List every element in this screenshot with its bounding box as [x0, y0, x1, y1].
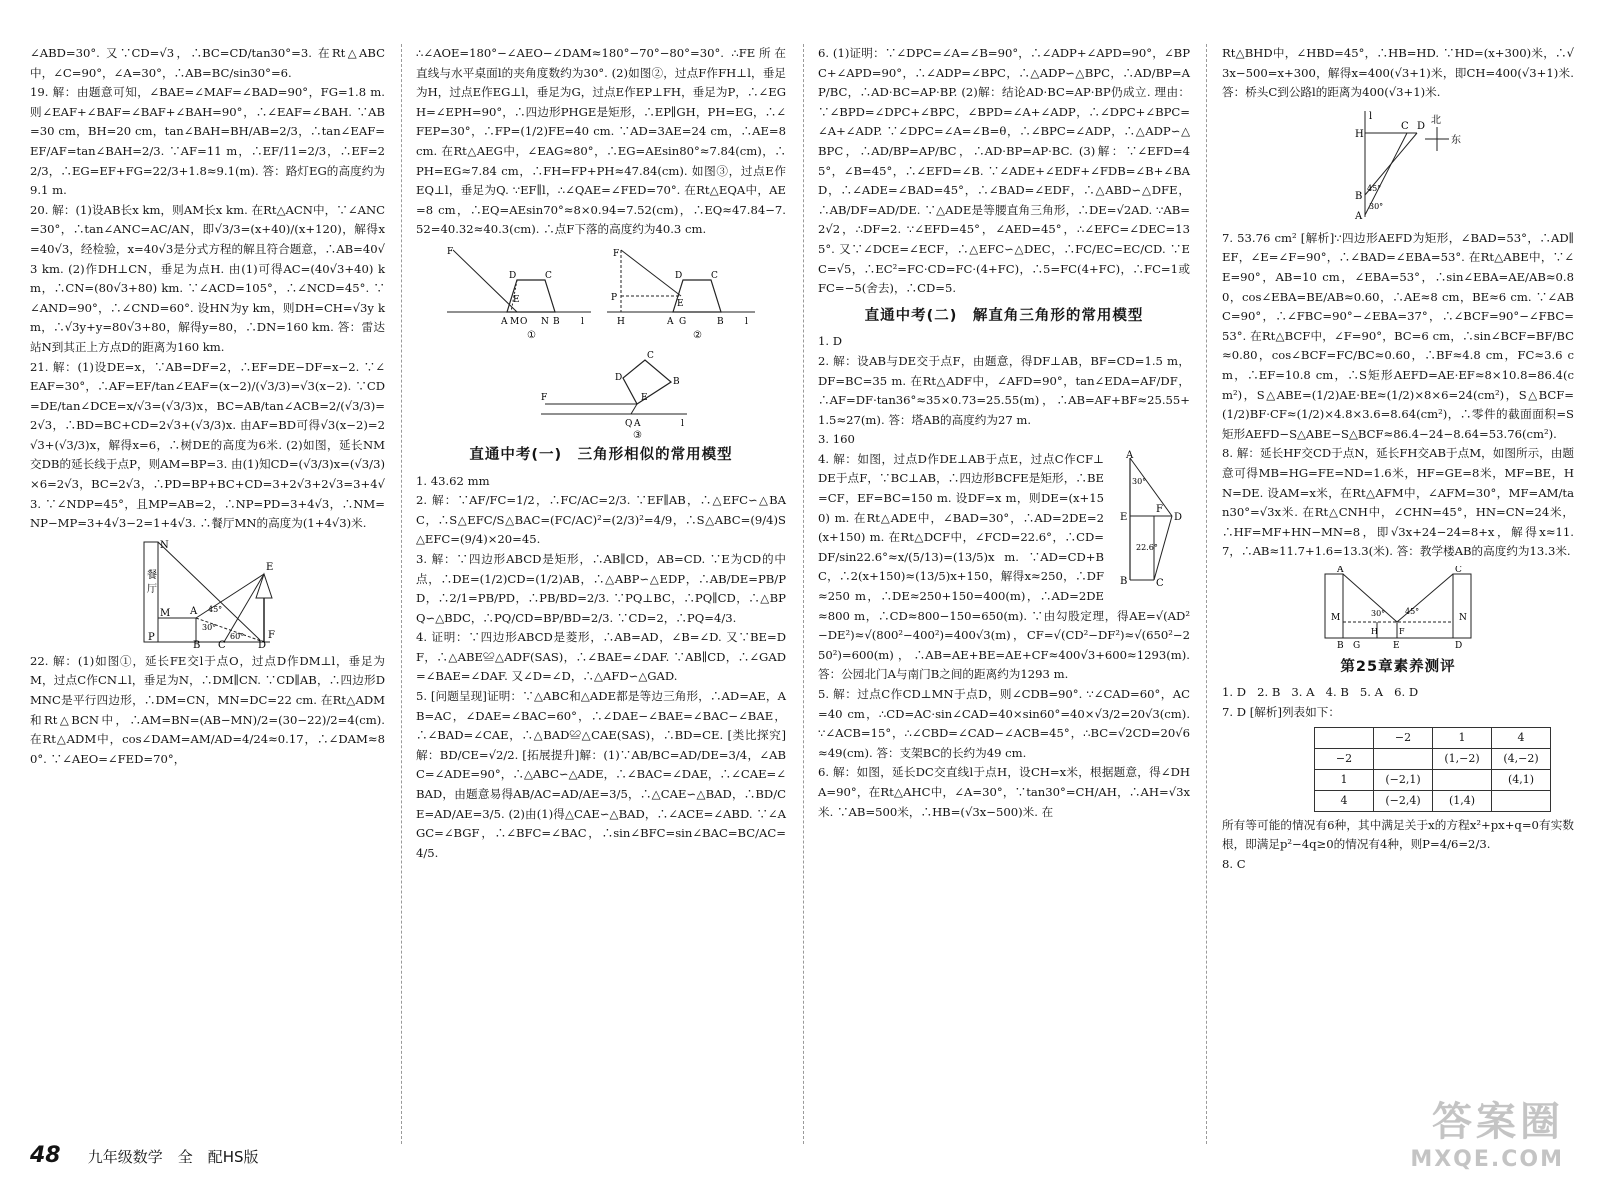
column-3	[818, 44, 1194, 822]
table-head-cell: 4	[1492, 727, 1551, 748]
svg-text:A: A	[1355, 210, 1363, 222]
svg-text:D: D	[675, 270, 683, 281]
column-divider	[401, 44, 402, 1144]
svg-text:H: H	[617, 316, 625, 327]
answer-3: 3. 解：∵四边形ABCD是矩形，∴AB∥CD，AB=CD. ∵E为CD的中点，∴DE=(1/2)CD=(1/2)AB，∴△ABP∽△EDP，∴AB/DE=PB/PD，∴2/1=PB/PD，∴PB/BD=2/3. ∵PQ⊥BC，∴PQ∥CD，∴△BPQ∽△BDC，∴PQ/CD=BP/BD=2/3. ∵CD=2，∴PQ=4/3.	[416, 551, 786, 625]
table-row	[1315, 769, 1551, 790]
section-title-similar-triangles: 直通中考(一) 三角形相似的常用模型	[469, 446, 733, 463]
svg-text:F: F	[541, 392, 548, 403]
column-4	[1222, 44, 1578, 874]
table-cell	[1433, 769, 1492, 790]
table-cell: (1,−2)	[1433, 748, 1492, 769]
page-footer	[30, 1143, 259, 1168]
svg-text:C: C	[217, 639, 226, 648]
svg-text:厅: 厅	[146, 583, 157, 595]
answer-6: 6. 解：如图，延长DC交直线l于点H，设CH=x米，根据题意，得∠DHA=90°，在Rt△AHC中，∠A=30°，∵tan30°=CH/AH，∴AH=√3x米. ∵AB=500米，∴HB=(√3x−500)米. 在	[818, 765, 1190, 819]
svg-text:餐: 餐	[146, 569, 157, 581]
svg-text:E: E	[677, 298, 684, 309]
table-cell: 1	[1315, 769, 1374, 790]
answer-18-end: ∠ABD=30°. 又∵CD=√3，∴BC=CD/tan30°=3. 在Rt△ABC中，∠C=90°，∠A=30°，∴AB=BC/sin30°=6.	[30, 46, 385, 80]
svg-text:B: B	[717, 316, 724, 327]
table-row	[1315, 727, 1551, 748]
answer-22: 22. 解：(1)如图①，延长FE交l于点O，过点D作DM⊥l，垂足为M，过点C作CN⊥l，垂足为N，∴DM∥CN. ∵CD∥AB，∴四边形DMNC是平行四边形，∴DM=CN，MN=DC=22 cm. 在Rt△ADM和Rt△BCN中，∴AM=BN=(AB−MN)/2=(30−22)/2=4(cm). 在Rt△ADM中，cos∠DAM=AM/AD=4/24≈0.17，∴∠DAM≈80°. ∵∠AEO=∠FED=70°，	[30, 653, 389, 766]
svg-text:Q: Q	[625, 418, 633, 429]
answer-22-cont: ∴∠AOE=180°−∠AEO−∠DAM≈180°−70°−80°=30°. ∴FE所在直线与水平桌面l的夹角度数约为30°. (2)如图②，过点F作FH⊥l，垂足为H，过点E作EG⊥l，垂足为G，过点E作EP⊥FH，垂足为P，∴∠EGH=∠EPH=90°，∴四边形PHGE是矩形，∴EP∥GH，PH=EG，∴∠FEP=30°，∴FP=(1/2)FE=40 cm. ∵AD=3AE=24 cm，∴AE=8 cm. 在Rt△AEG中，∠EAG≈80°，∴EG=AEsin80°≈7.84(cm)，∴PH=EG≈7.84 cm，∴FH=FP+PH≈47.84(cm). 如图③，过点E作EQ⊥l，垂足为Q. ∵EF∥l，∴∠QAE=∠FED=70°. 在Rt△EQA中，AE=8 cm，∴EQ=AEsin70°≈8×0.94=7.52(cm)，∴EQ≈47.84−7.52=40.32≈40.3(cm). ∴点F下落的高度约为40.3 cm.	[416, 46, 790, 237]
svg-text:N: N	[1459, 612, 1467, 623]
answer-8: 8. C	[1222, 856, 1246, 871]
watermark-logo-text: 答案圈	[1432, 1099, 1564, 1145]
table-cell: (1,4)	[1433, 790, 1492, 811]
svg-text:F: F	[613, 248, 620, 259]
answers-1-6: 1. D 2. B 3. A 4. B 5. A 6. D	[1222, 685, 1419, 700]
table-cell: 4	[1315, 790, 1374, 811]
svg-text:N: N	[541, 316, 549, 327]
svg-text:F: F	[267, 629, 275, 641]
svg-text:30°: 30°	[1132, 476, 1147, 486]
table-cell: (4,1)	[1492, 769, 1551, 790]
answer-6: 6. (1)证明：∵∠DPC=∠A=∠B=90°，∴∠ADP+∠APD=90°，∠BPC+∠APD=90°，∴∠ADP=∠BPC，∴△ADP∽△BPC，∴AD/BP=AP/BC，∴AD·BC=AP·BP. (2)解：结论AD·BC=AP·BP仍成立. 理由：∵∠BPD=∠DPC+∠BPC，∠BPD=∠A+∠ADP，∴∠DPC+∠BPC=∠A+∠ADP. ∵∠DPC=∠A=∠B=θ，∴∠BPC=∠ADP，∴△ADP∽△BPC，∴AD/BP=AP/BC，∴AD·BP=AP·BC. (3)解：∵∠EFD=45°，∠B=45°，∴∠EFD=∠B. ∵∠ADE+∠EDF+∠FDB=∠B+∠BAD，∴∠ADE=∠BAD=45°，∴∠BAD=∠EDF，∴△ABD∽△DFE，∴AB/DF=AD/DE. ∵△ADE是等腰直角三角形，∴DE=√2AD. ∵AB=2√2，∴DF=2. ∵∠EFD=45°，∠AED=45°，∴∠EFC=∠DEC=135°. 又∵∠DCE=∠ECF，∴△EFC∽△DEC，∴FC/EC=EC/CD. ∵EC=√5，∴EC²=FC·CD=FC·(4+FC)，∴5=FC(4+FC)，∴FC=1或FC=−5(舍去)，∴CD=5.	[818, 46, 1190, 296]
answer-7: 7. D [解析]列表如下：	[1222, 705, 1340, 720]
svg-text:D: D	[1455, 640, 1463, 650]
svg-text:D: D	[615, 372, 623, 383]
watermark-url: MXQE.COM	[1410, 1147, 1564, 1172]
svg-text:A: A	[634, 418, 641, 429]
figure-q22-desk-lamp	[441, 244, 761, 438]
svg-text:M: M	[510, 316, 520, 327]
svg-text:30°: 30°	[1369, 201, 1384, 211]
answer-5: 5. 解：过点C作CD⊥MN于点D，则∠CDB=90°. ∵∠CAD=60°，AC=40 cm，∴CD=AC·sin∠CAD=40×sin60°=40×√3/2=20√3(cm). ∵∠ACB=15°，∴∠CBD=∠CAD−∠ACB=45°，∴BC=√2CD=20√6≈49(cm). 答：支架BC的长约为49 cm.	[818, 687, 1194, 760]
answer-2: 2. 解：∵AF/FC=1/2，∴FC/AC=2/3. ∵EF∥AB，∴△EFC∽△BAC，∴S△EFC/S△BAC=(FC/AC)²=(2/3)²=4/9，∴S△ABC=(9/4)S△EFC=(9/4)×20=45.	[416, 493, 786, 547]
svg-text:P: P	[147, 631, 155, 643]
answer-8: 8. 解：延长HF交CD于点N，延长FH交AB于点M，如图所示，由题意可得MB=HG=FE=ND=1.6米，HF=GE=8米，MF=BE，HN=DE. 设AM=x米，在Rt△AFM中，∠AFM=30°，MF=AM/tan30°=√3x米. 在Rt△CNH中，∠CHN=45°，HN=CN=24米，∴HF=MF+HN−MN=8，即√3x+24−24=8+x，解得x≈11.7，∴AB≈11.7+1.6=13.3(米). 答：教学楼AB的高度约为13.3米.	[1222, 446, 1574, 559]
table-row	[1315, 748, 1551, 769]
answer-4: 4. 证明：∵四边形ABCD是菱形，∴AB=AD，∠B=∠D. 又∵BE=DF，∴△ABE≌△ADF(SAS)，∴∠BAE=∠DAF. ∵AB∥CD，∴∠GAD=∠BAE=∠DAF. 又∠D=∠D，∴△AFD∽△GAD.	[416, 630, 786, 684]
svg-text:E: E	[513, 294, 520, 305]
table-cell: (−2,4)	[1374, 790, 1433, 811]
svg-text:l: l	[581, 316, 584, 327]
svg-text:45°: 45°	[1405, 606, 1420, 616]
table-cell	[1374, 748, 1433, 769]
answer-2: 2. 解：设AB与DE交于点F，由题意，得DF⊥AB，BF=CD=1.5 m，DF=BC=35 m. 在Rt△ADF中，∠AFD=90°，tan∠EDA=AF/DF，∴AF=DF·tan36°≈35×0.73=25.55(m)，∴AB=AF+BF≈25.55+1.5≈27(m). 答：塔AB的高度约为27 m.	[818, 353, 1190, 427]
svg-text:E: E	[265, 561, 273, 573]
svg-text:北: 北	[1431, 114, 1441, 126]
svg-text:③: ③	[633, 429, 642, 438]
svg-text:30°: 30°	[201, 622, 216, 632]
svg-text:F: F	[447, 246, 454, 257]
svg-text:B: B	[673, 376, 680, 387]
svg-text:F: F	[1399, 626, 1405, 636]
answer-7-cont: 所有等可能的情况有6种，其中满足关于x的方程x²+px+q=0有实数根，即满足p²−4q≥0的情况有4种，则P=4/6=2/3.	[1222, 817, 1574, 852]
svg-text:M: M	[159, 607, 170, 619]
svg-text:D: D	[257, 639, 266, 648]
svg-text:①: ①	[527, 329, 536, 341]
svg-text:N: N	[159, 539, 169, 551]
svg-text:P: P	[611, 292, 618, 303]
answer-3: 3. 160	[818, 432, 855, 447]
svg-text:E: E	[1120, 511, 1128, 523]
column-2	[416, 44, 790, 863]
table-head-cell	[1315, 727, 1374, 748]
section-title-chapter-25-test: 第25章素养测评	[1340, 658, 1456, 675]
svg-text:G: G	[679, 316, 687, 327]
svg-text:②: ②	[693, 329, 702, 341]
answer-5: 5. [问题呈现]证明：∵△ABC和△ADE都是等边三角形，∴AD=AE，AB=AC，∠DAE=∠BAC=60°，∴∠DAE−∠BAE=∠BAC−∠BAE，∴∠BAD=∠CAE，∴△BAD≌△CAE(SAS)，∴BD=CE. [类比探究]解：BD/CE=√2/2. [拓展提升]解：(1)∵AB/BC=AD/DE=3/4，∠ABC=∠ADE=90°，∴△ABC∽△ADE，∴∠BAC=∠DAE，∴∠CAE=∠BAD，由题意易得AB/AC=AD/AE=3/5，∴△CAE∽△BAD，∴BD/CE=AD/AE=3/5. (2)由(1)得△CAE∽△BAD，∴∠ACE=∠ABD. ∵∠AGC=∠BGF，∴∠BFC=∠BAC，∴sin∠BFC=sin∠BAC=BC/AC=4/5.	[416, 689, 786, 860]
table-head-cell: 1	[1433, 727, 1492, 748]
book-edition: 九年级数学 全 配HS版	[87, 1148, 259, 1166]
answer-4: 4. 解：如图，过点D作DE⊥AB于点E，过点C作CF⊥DE于点F，∵BC⊥AB，∴四边形BCFE是矩形，∴BE=CF，EF=BC=150 m. 设DF=x m，则DE=(x+150) m. 在Rt△ADE中，∠BAD=30°，∴AD=2DE=2(x+150) m. 在Rt△DCF中，∠FCD=22.6°，∴CD=DF/sin22.6°≈x/(5/13)=(13/5)x m. ∵AD=CD+BC，∴2(x+150)≈(13/5)x+150，解得x≈250，∴DF≈250 m，∴DE≈250+150=400(m)，∴AD=2DE≈800 m，∴CD≈800−150=650(m). ∵由勾股定理，得AE=√(AD²−DE²)≈√(800²−400²)=400√3(m)，CF=√(CD²−DF²)≈√(650²−250²)=600(m)，∴AB=AE+BE=AE+CF≈400√3+600≈1293(m). 答：公园北门A与南门B之间的距离约为1293 m.	[818, 451, 1194, 682]
svg-text:C: C	[545, 270, 552, 281]
answer-21: 21. 解：(1)设DE=x，∵AB=DF=2，∴EF=DE−DF=x−2. ∵∠EAF=30°，∴AF=EF/tan∠EAF=(x−2)/(√3/3)=√3(x−2). ∵CD=DE/tan∠DCE=x/√3=(√3/3)x，BC=AB/tan∠ACB=2/(√3/3)=2√3，∴BD=BC+CD=2√3+(√3/3)x. 由AF=BD可得√3(x−2)=2√3+(√3/3)x，解得x=6，∴树DE的高度为6米. (2)如图，延长NM交DB的延长线于点P，则AM=BP=3. 由(1)知CD=(√3/3)x=(√3/3)×6=2√3，BC=2√3，∴PD=BP+BC+CD=3+2√3+2√3=3+4√3. ∵∠NDP=45°，且MP=AB=2，∴NP=PD=3+4√3，∴NM=NP−MP=3+4√3−2=1+4√3. ∴餐厅MN的高度为(1+4√3)米.	[30, 359, 385, 531]
table-cell: (−2,1)	[1374, 769, 1433, 790]
svg-text:C: C	[1401, 120, 1409, 132]
svg-text:B: B	[553, 316, 560, 327]
svg-text:H: H	[1371, 626, 1378, 636]
svg-text:O: O	[520, 316, 528, 327]
answer-1: 1. D	[818, 334, 843, 349]
figure-q21-restaurant	[138, 538, 278, 648]
svg-text:D: D	[1417, 120, 1426, 132]
svg-text:l: l	[1369, 110, 1373, 122]
svg-text:A: A	[189, 605, 197, 617]
svg-text:l: l	[745, 316, 748, 327]
svg-text:B: B	[192, 639, 200, 648]
answer-6-cont: Rt△BHD中，∠HBD=45°，∴HB=HD. ∵HD=(x+300)米，∴√3x−500=x+300，解得x=400(√3+1)米，即CH=400(√3+1)米. 答：桥头C到公路l的距离为400(√3+1)米.	[1222, 46, 1578, 100]
svg-text:45°: 45°	[1367, 183, 1382, 193]
table-head-cell: −2	[1374, 727, 1433, 748]
svg-text:30°: 30°	[1371, 608, 1386, 618]
svg-text:M: M	[1331, 612, 1341, 623]
svg-text:C: C	[1455, 565, 1462, 575]
section-title-right-triangles: 直通中考(二) 解直角三角形的常用模型	[864, 307, 1144, 324]
answer-20: 20. 解：(1)设AB长x km，则AM长x km. 在Rt△ACN中，∵∠ANC=30°，∴tan∠ANC=AC/AN，即√3/3=(x+40)/(x+120)，解得x=40√3，经检验，x=40√3是分式方程的解且符合题意，∴AB=40√3 km. (2)作DH⊥CN，垂足为点H. 由(1)可得AC=(40√3+40) km，∴CN=(80√3+80) km. ∵∠ACD=105°，∴∠NCD=45°. ∵∠AND=90°，∴∠CND=60°. 设HN为y km，则DH=CH=√3y km，∴√3y+y=80√3+80，解得y=80，∴DN=160 km. 答：雷达站N到其正上方点D的距离为160 km.	[30, 202, 385, 354]
answer-1: 1. 43.62 mm	[416, 473, 490, 488]
column-divider	[803, 44, 804, 1144]
svg-text:B: B	[1355, 190, 1363, 202]
figure-q6-bridge	[1323, 107, 1473, 225]
svg-text:A: A	[1337, 565, 1344, 575]
probability-table	[1314, 727, 1551, 812]
svg-text:A: A	[667, 316, 674, 327]
figure-q8-building	[1313, 566, 1483, 650]
svg-text:H: H	[1355, 128, 1364, 140]
svg-text:F: F	[1156, 503, 1163, 515]
svg-text:A: A	[501, 316, 508, 327]
table-cell: −2	[1315, 748, 1374, 769]
svg-text:东: 东	[1451, 134, 1461, 146]
watermark	[1410, 1090, 1564, 1172]
svg-text:B: B	[1337, 640, 1344, 650]
svg-text:45°: 45°	[207, 604, 222, 614]
svg-text:C: C	[1156, 577, 1164, 589]
svg-text:A: A	[1126, 449, 1134, 461]
svg-text:22.6°: 22.6°	[1136, 542, 1158, 552]
svg-text:E: E	[1393, 640, 1400, 650]
table-cell	[1492, 790, 1551, 811]
column-divider	[1206, 44, 1207, 1144]
column-1	[30, 44, 389, 769]
svg-text:E: E	[641, 392, 648, 403]
svg-text:C: C	[711, 270, 718, 281]
svg-text:D: D	[1174, 511, 1183, 523]
svg-text:60°: 60°	[229, 631, 244, 641]
svg-text:C: C	[647, 350, 654, 361]
table-cell: (4,−2)	[1492, 748, 1551, 769]
answer-19: 19. 解：由题意可知，∠BAE=∠MAF=∠BAD=90°，FG=1.8 m. 则∠EAF+∠BAF=∠BAF+∠BAH=90°，∴∠EAF=∠BAH. ∵AB=30 cm，BH=20 cm，tan∠BAH=BH/AB=2/3，∴tan∠EAF=EF/AF=tan∠BAH=2/3. ∵AF=11 m，∴EF/11=2/3，∴EF=22/3，∴EG=EF+FG=22/3+1.8≈9.1(m). 答：路灯EG的高度约为9.1 m.	[30, 85, 389, 198]
svg-text:G: G	[1353, 640, 1361, 650]
svg-text:B: B	[1120, 575, 1128, 587]
answer-7: 7. 53.76 cm² [解析]∵四边形AEFD为矩形，∠BAD=53°，∴AD∥EF，∠E=∠F=90°，∴∠BAD=∠EBA=53°. 在Rt△ABE中，∵∠E=90°，AB=10 cm，∠EBA=53°，∴sin∠EBA=AE/AB≈0.80，cos∠EBA=BE/AB≈0.60，∴AE≈8 cm，BE≈6 cm. ∵∠ABC=90°，∴∠FBC=90°−∠EBA=37°，∴∠BCF=90°−∠FBC=53°. 在Rt△BCF中，∠F=90°，BC=6 cm，∴sin∠BCF=BF/BC≈0.80，cos∠BCF=FC/BC≈0.60，∴BF≈4.8 cm，FC≈3.6 cm，∴EF=10.8 cm，∴S矩形AEFD=AE·EF≈8×10.8=86.4(cm²)，S△ABE=(1/2)AE·BE≈(1/2)×8×6=24(cm²)，S△BCF=(1/2)BF·CF≈(1/2)×4.8×3.6=8.64(cm²)，∴零件的截面面积=S矩形AEFD−S△ABE−S△BCF≈86.4−24−8.64=53.76(cm²).	[1222, 230, 1574, 441]
page-number: 48	[30, 1143, 61, 1168]
table-row	[1315, 790, 1551, 811]
figure-q4-park	[1110, 450, 1190, 590]
svg-text:D: D	[509, 270, 517, 281]
svg-text:l: l	[681, 418, 684, 429]
